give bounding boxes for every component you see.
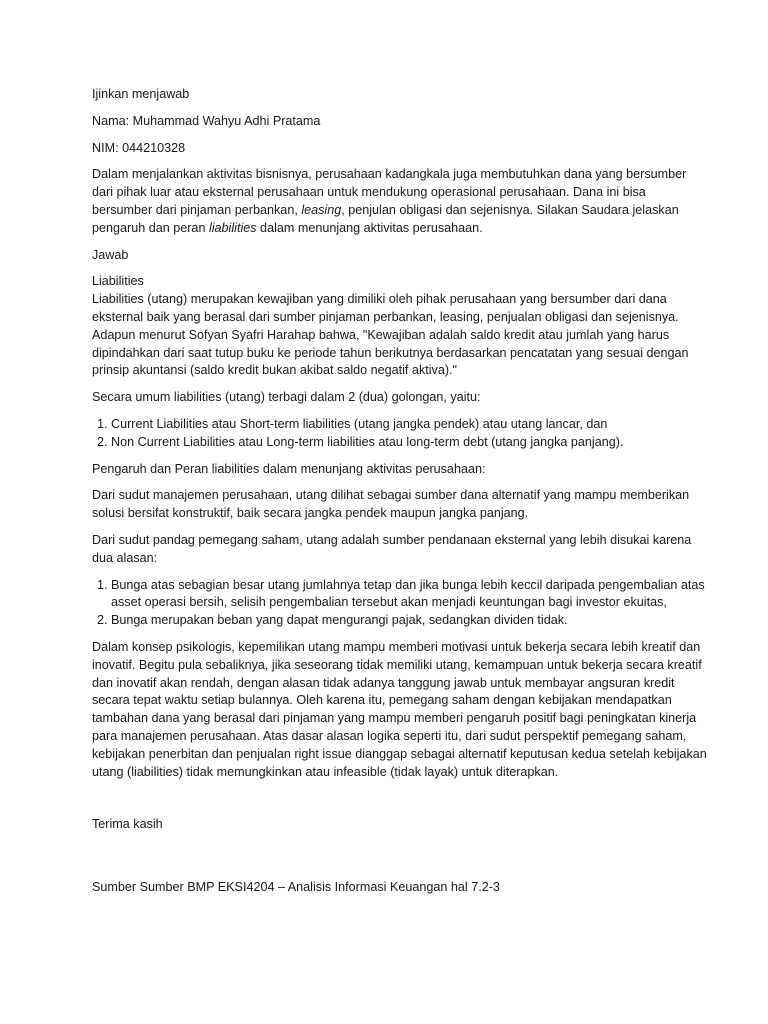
- question-italic-liabilities: liabilities: [208, 220, 257, 235]
- list-item: 2. Bunga merupakan beban yang dapat mengurangi pajak, sedangkan dividen tidak.: [111, 612, 708, 630]
- source-note: Sumber Sumber BMP EKSI4204 – Analisis Informasi Keuangan hal 7.2-3: [92, 880, 500, 895]
- question-text: , penjulan obligasi dan sejenisnya. Silakan Saudara jelaskan pengaruh dan peran: [92, 202, 679, 235]
- question-text: Dalam menjalankan aktivitas bisnisnya, perusahaan kadangkala juga membutuhkan dana yang bersumber dari pihak luar atau eksternal perusahaan untuk mendukung operasional perusahaan. Dana ini bisa bersumber dari pinjaman perbankan,: [92, 167, 687, 217]
- role-intro: Pengaruh dan Peran liabilities dalam menunjang aktivitas perusahaan:: [92, 461, 486, 476]
- classification-intro: Secara umum liabilities (utang) terbagi dalam 2 (dua) golongan, yaitu:: [92, 390, 481, 405]
- liabilities-section: [92, 273, 708, 380]
- student-nim: NIM: 044210328: [92, 140, 186, 155]
- answer-label: Jawab: [92, 247, 129, 262]
- list-item: 2. Non Current Liabilities atau Long-term liabilities atau long-term debt (utang jangka panjang).: [111, 434, 708, 452]
- question-text: dalam menunjang aktivitas perusahaan.: [256, 220, 483, 235]
- psychology-paragraph: Dalam konsep psikologis, kepemilikan utang mampu memberi motivasi untuk bekerja secara lebih kreatif dan inovatif. Begitu pula sebaliknya, jika seseorang tidak memiliki utang, kemampuan untuk bekerja secara kreatif dan inovatif akan rendah, dengan alasan tidak adanya tanggung jawab untuk membayar angsuran kredit secara tepat waktu setiap bulannya. Oleh karena itu, pemegang saham dengan kebijakan mendapatkan tambahan dana yang berasal dari pinjaman yang mampu memberi pengaruh positif bagi peningkatan kinerja para manajemen perusahaan. Atas dasar alasan logika seperti itu, dari sudut perspektif pemegang saham, kebijakan penerbitan dan penjualan right issue dianggap sebagai alternatif keputusan kedua setelah kebijakan utang (liabilities) tidak memungkinkan atau infeasible (tidak layak) untuk diterapkan.: [92, 639, 707, 779]
- liabilities-heading: Liabilities: [92, 274, 144, 289]
- shareholder-intro: Dari sudut pandag pemegang saham, utang adalah sumber pendanaan eksternal yang lebih disukai karena dua alasan:: [92, 532, 692, 565]
- student-name: Nama: Muhammad Wahyu Adhi Pratama: [92, 113, 321, 128]
- management-view: Dari sudut manajemen perusahaan, utang dilihat sebagai sumber dana alternatif yang mampu memberikan solusi bersifat konstruktif, baik secara jangka pendek maupun jangka panjang.: [92, 488, 690, 521]
- closing: Terima kasih: [92, 817, 163, 832]
- spacer: [92, 790, 708, 816]
- classification-list: [92, 416, 708, 452]
- question-paragraph: [92, 166, 708, 237]
- list-item: 1. Bunga atas sebagian besar utang jumlahnya tetap dan jika bunga lebih keccil daripada pengembalian atas asset operasi bersih, selisih pengembalian tersebut akan menjadi keuntungan bagi investor ekuitas,: [111, 577, 708, 613]
- list-item: 1. Current Liabilities atau Short-term liabilities (utang jangka pendek) atau utang lancar, dan: [111, 416, 708, 434]
- greeting: Ijinkan menjawab: [92, 87, 190, 101]
- liabilities-definition: Liabilities (utang) merupakan kewajiban yang dimiliki oleh pihak perusahaan yang bersumber dari dana eksternal baik yang berasal dari sumber pinjaman perbankan, leasing, penjualan obligasi dan sejenisnya. Adapun menurut Sofyan Syafri Harahap bahwa, "Kewajiban adalah saldo kredit atau jumlah yang harus dipindahkan dari saat tutup buku ke periode tahun berikutnya berdasarkan pencatatan yang sesuai dengan prinsip akuntansi (saldo kredit bukan akibat saldo negatif aktiva).": [92, 292, 689, 378]
- question-italic-leasing: leasing: [301, 202, 342, 217]
- spacer: [92, 843, 708, 879]
- shareholder-reasons-list: [92, 577, 708, 630]
